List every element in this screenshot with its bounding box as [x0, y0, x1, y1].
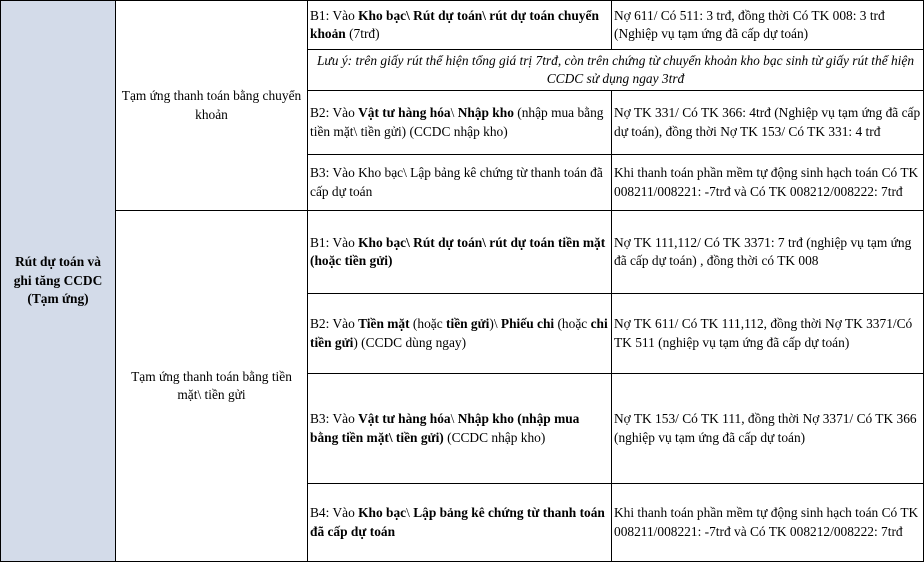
category-cell: [1, 1, 116, 562]
step-cell: B1: Vào Kho bạc\ Rút dự toán\ rút dự toán chuyển khoản (7trđ): [308, 1, 612, 50]
table-row: [1, 1, 924, 50]
accounting-entry-cell: Nợ TK 153/ Có TK 111, đồng thời Nợ 3371/ Có TK 366 (nghiệp vụ tạm ứng đã cấp dự toán): [612, 374, 924, 484]
accounting-entry-cell: Nợ TK 111,112/ Có TK 3371: 7 trđ (nghiệp vụ tạm ứng đã cấp dự toán) , đồng thời có TK 008: [612, 211, 924, 294]
group-transfer-label: Tạm ứng thanh toán bằng chuyển khoản: [116, 1, 308, 211]
step-cell: B4: Vào Kho bạc\ Lập bảng kê chứng từ thanh toán đã cấp dự toán: [308, 484, 612, 562]
accounting-entry-cell: Khi thanh toán phần mềm tự động sinh hạch toán Có TK 008211/008221: -7trđ và Có TK 008212/008222: 7trđ: [612, 155, 924, 211]
step-cell: B2: Vào Vật tư hàng hóa\ Nhập kho (nhập mua bằng tiền mặt\ tiền gửi) (CCDC nhập kho): [308, 91, 612, 155]
table-row: [1, 211, 924, 294]
accounting-entry-cell: Nợ TK 611/ Có TK 111,112, đồng thời Nợ TK 3371/Có TK 511 (nghiệp vụ tạm ứng đã cấp dự toán): [612, 294, 924, 374]
step-cell: B2: Vào Tiền mặt (hoặc tiền gửi)\ Phiếu chi (hoặc chi tiền gửi) (CCDC dùng ngay): [308, 294, 612, 374]
category-line: ghi tăng CCDC: [13, 272, 103, 288]
step-cell: B3: Vào Kho bạc\ Lập bảng kê chứng từ thanh toán đã cấp dự toán: [308, 155, 612, 211]
step-cell: B3: Vào Vật tư hàng hóa\ Nhập kho (nhập mua bằng tiền mặt\ tiền gửi) (CCDC nhập kho): [308, 374, 612, 484]
group-cash-label: Tạm ứng thanh toán bằng tiền mặt\ tiền gửi: [116, 211, 308, 562]
category-line: (Tạm ứng): [27, 291, 89, 307]
accounting-entry-cell: Nợ TK 331/ Có TK 366: 4trđ (Nghiệp vụ tạm ứng đã cấp dự toán), đồng thời Nợ TK 153/ Có TK 331: 4 trđ: [612, 91, 924, 155]
accounting-entry-cell: Khi thanh toán phần mềm tự động sinh hạch toán Có TK 008211/008221: -7trđ và Có TK 008212/008222: 7trđ: [612, 484, 924, 562]
step-bold-text: Kho bạc\ Rút dự toán\ rút dự toán chuyển khoản: [310, 7, 599, 41]
step-cell: B1: Vào Kho bạc\ Rút dự toán\ rút dự toán tiền mặt (hoặc tiền gửi): [308, 211, 612, 294]
accounting-entry-cell: Nợ 611/ Có 511: 3 trđ, đồng thời Có TK 008: 3 trđ (Nghiệp vụ tạm ứng đã cấp dự toán): [612, 1, 924, 50]
category-line: Rút dự toán và: [15, 254, 101, 270]
note-cell: Lưu ý: trên giấy rút thể hiện tổng giá trị 7trđ, còn trên chứng từ chuyển khoản kho bạc sinh từ giấy rút thể hiện CCDC sử dụng ngay 3trđ: [308, 50, 924, 91]
